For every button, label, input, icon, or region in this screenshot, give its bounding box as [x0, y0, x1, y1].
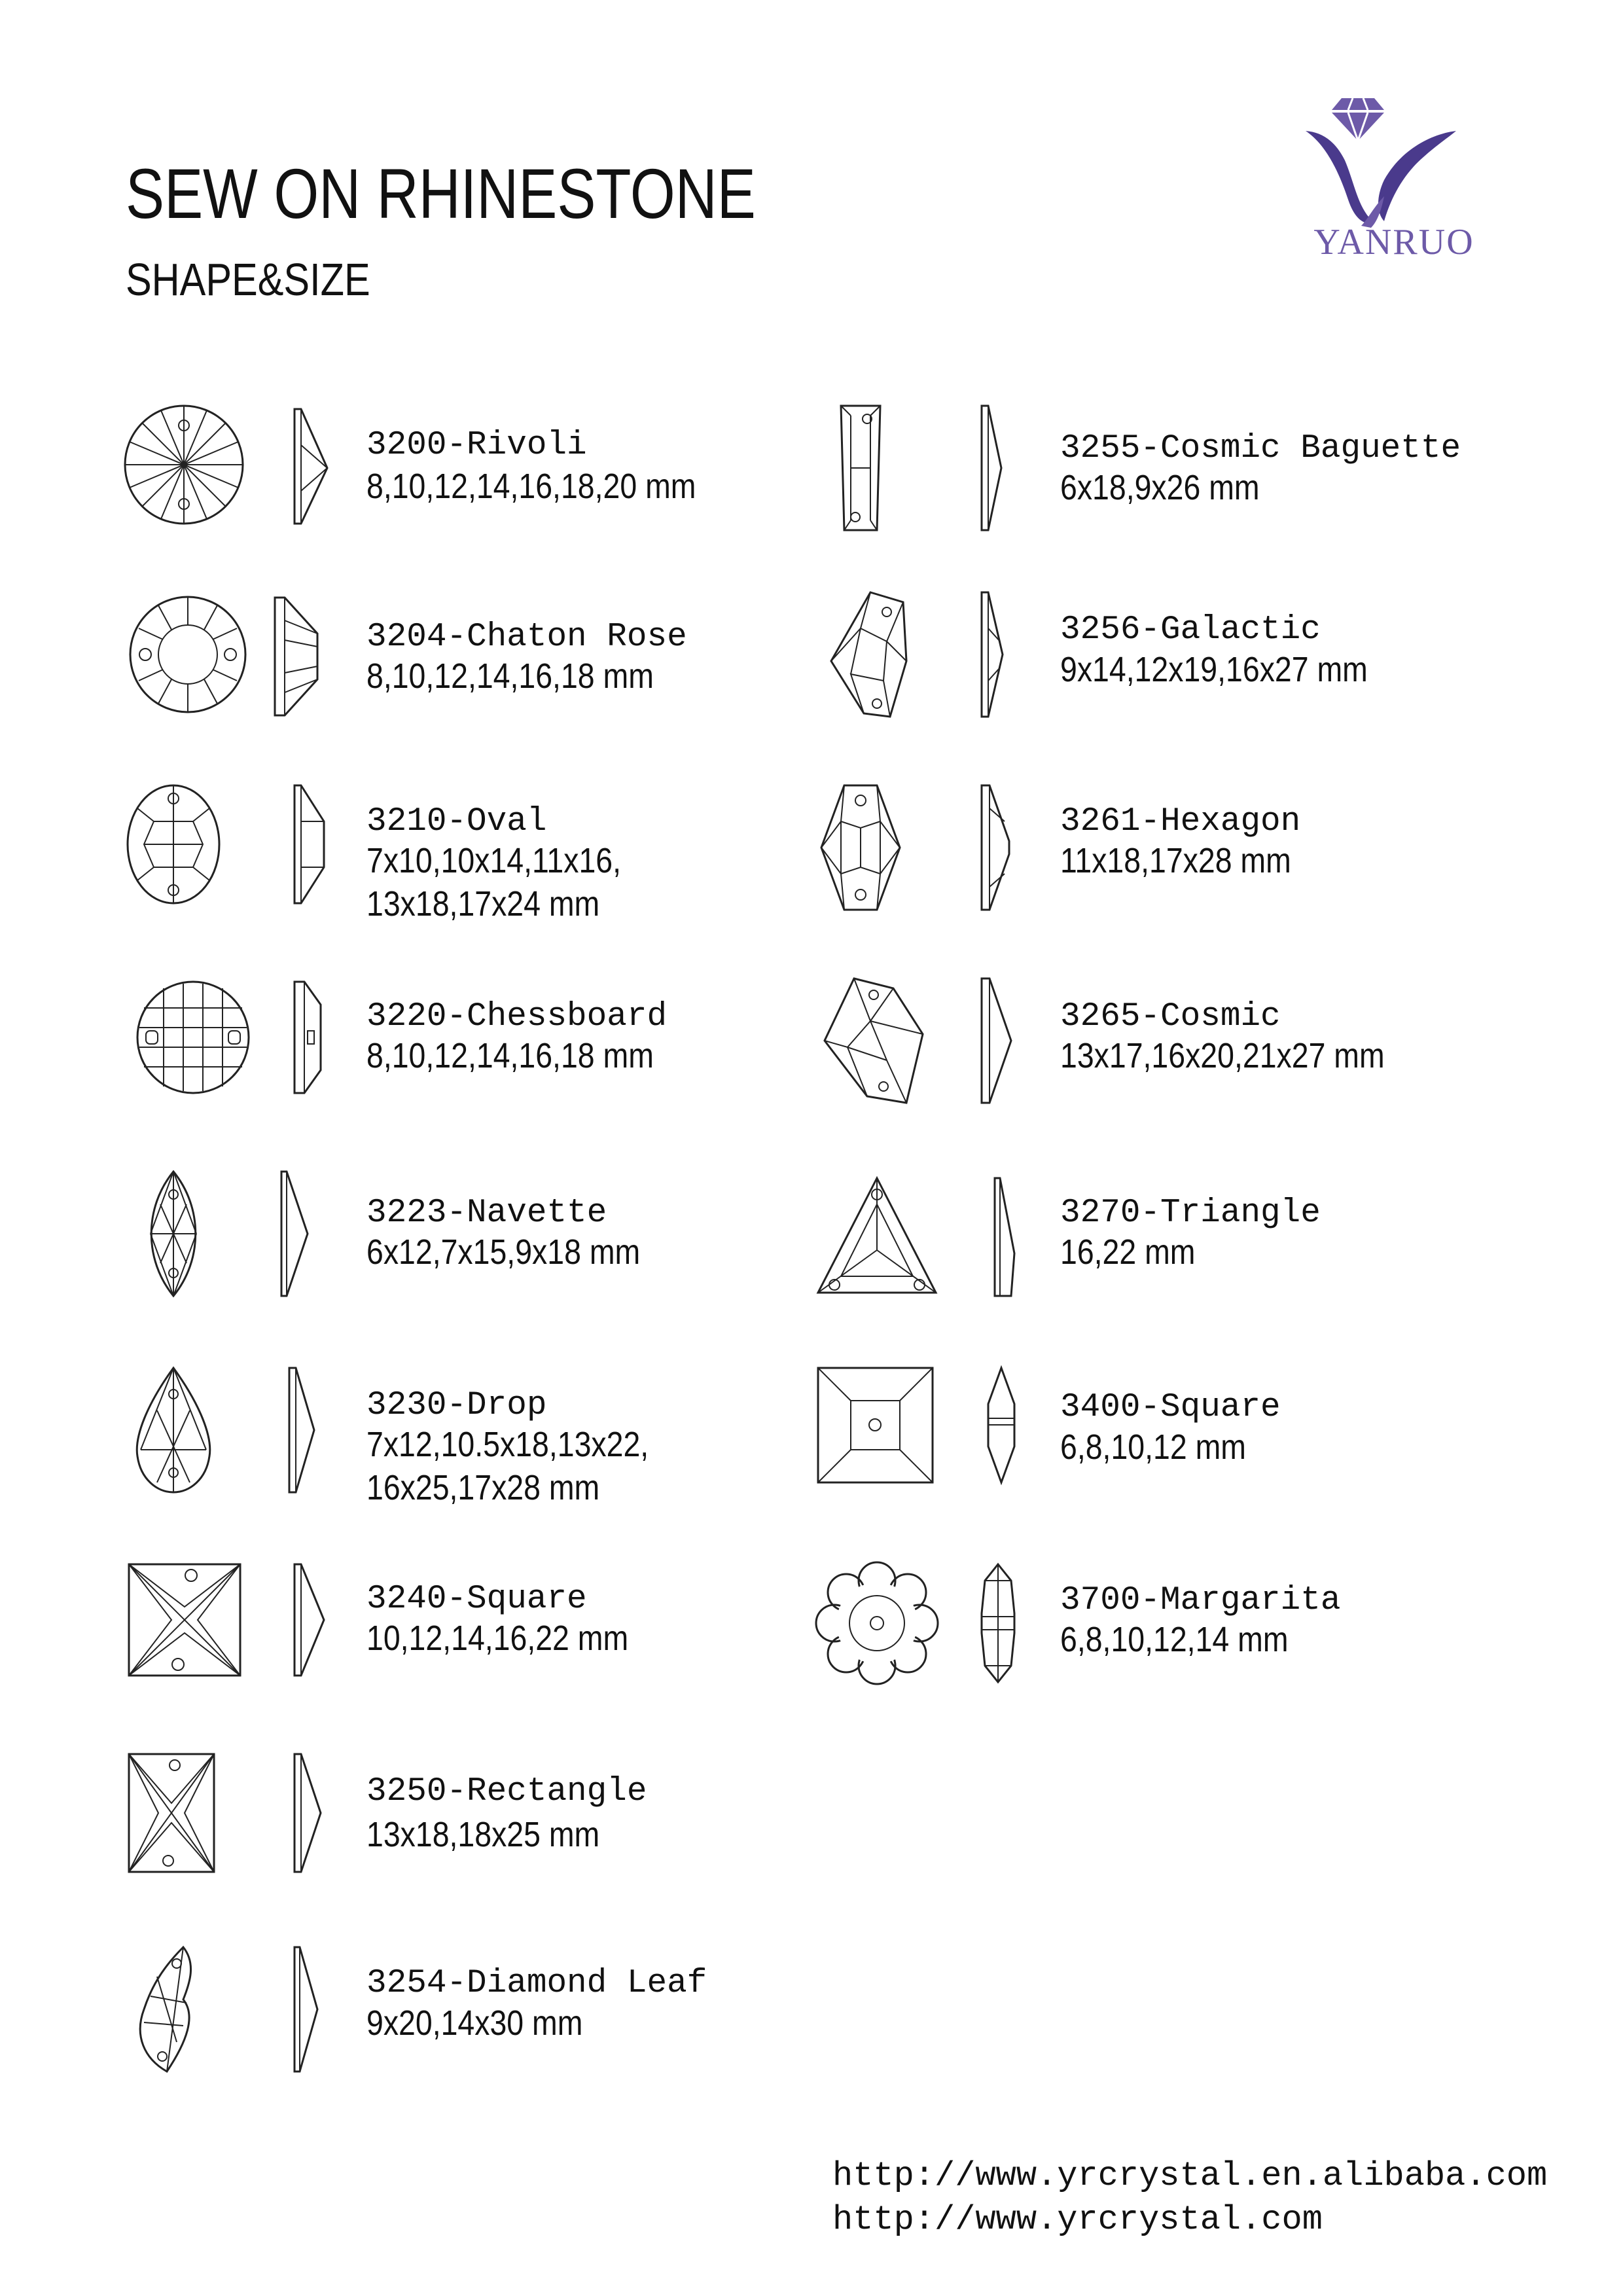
- oval-icon: [124, 782, 223, 906]
- hexagon-icon: [818, 782, 903, 913]
- product-code: 3256-Galactic: [1060, 611, 1321, 649]
- galactic-icon: [825, 589, 910, 720]
- margarita-icon: [815, 1561, 939, 1685]
- footer-url-site[interactable]: http://www.yrcrystal.com: [832, 2200, 1323, 2239]
- oval-side-icon: [288, 782, 334, 906]
- product-code: 3261-Hexagon: [1060, 803, 1301, 840]
- margarita-side-icon: [975, 1561, 1021, 1685]
- cosmic-side-icon: [975, 975, 1021, 1106]
- product-code: 3250-Rectangle: [366, 1773, 647, 1810]
- product-sizes: 11x18,17x28 mm: [1060, 841, 1291, 880]
- diamond-leaf-icon: [131, 1944, 203, 2075]
- triangle-side-icon: [988, 1175, 1027, 1299]
- rivoli-icon: [122, 403, 246, 527]
- product-code: 3255-Cosmic Baguette: [1060, 430, 1461, 467]
- product-sizes: 9x20,14x30 mm: [366, 2003, 583, 2043]
- product-code: 3270-Triangle: [1060, 1194, 1321, 1232]
- product-sizes: 8,10,12,14,16,18,20 mm: [366, 467, 696, 506]
- product-sizes: 16,22 mm: [1060, 1232, 1196, 1272]
- cosmic-icon: [821, 975, 926, 1106]
- triangle-icon: [815, 1175, 939, 1299]
- product-sizes: 9x14,12x19,16x27 mm: [1060, 650, 1368, 689]
- product-sizes: 13x17,16x20,21x27 mm: [1060, 1036, 1385, 1075]
- square-pyramid-icon: [815, 1365, 936, 1486]
- product-sizes: 13x18,18x25 mm: [366, 1815, 600, 1854]
- cosmic-baguette-icon: [834, 403, 887, 533]
- product-code: 3265-Cosmic: [1060, 998, 1281, 1035]
- chaton-rose-side-icon: [268, 594, 327, 719]
- rectangle-side-icon: [288, 1751, 334, 1875]
- product-sizes: 8,10,12,14,16,18 mm: [366, 656, 654, 696]
- product-code: 3254-Diamond Leaf: [366, 1965, 707, 2002]
- square-icon: [126, 1561, 243, 1679]
- product-code: 3220-Chessboard: [366, 998, 668, 1035]
- product-sizes: 6x18,9x26 mm: [1060, 468, 1260, 507]
- product-sizes: 6,8,10,12,14 mm: [1060, 1620, 1289, 1659]
- product-sizes: 6x12,7x15,9x18 mm: [366, 1232, 641, 1272]
- rivoli-side-icon: [288, 406, 334, 527]
- product-code: 3230-Drop: [366, 1387, 547, 1424]
- product-sizes: 8,10,12,14,16,18 mm: [366, 1036, 654, 1075]
- product-sizes: 7x12,10.5x18,13x22, 16x25,17x28 mm: [366, 1425, 649, 1507]
- product-code: 3400-Square: [1060, 1389, 1281, 1426]
- product-sizes: 7x10,10x14,11x16, 13x18,17x24 mm: [366, 841, 622, 924]
- square-side-icon: [288, 1561, 334, 1679]
- square-pyramid-side-icon: [982, 1365, 1021, 1486]
- chessboard-icon: [134, 978, 252, 1096]
- drop-side-icon: [281, 1365, 327, 1496]
- navette-icon: [137, 1168, 209, 1299]
- hexagon-side-icon: [975, 782, 1021, 913]
- logo-wordmark: YANRUO: [1313, 222, 1474, 262]
- footer-url-alibaba[interactable]: http://www.yrcrystal.en.alibaba.com: [832, 2157, 1548, 2195]
- diamond-leaf-side-icon: [288, 1944, 334, 2075]
- product-code: 3240-Square: [366, 1581, 587, 1618]
- page-subtitle: SHAPE&SIZE: [126, 254, 370, 305]
- product-code: 3210-Oval: [366, 803, 547, 840]
- product-code: 3204-Chaton Rose: [366, 619, 687, 656]
- cosmic-baguette-side-icon: [975, 403, 1014, 533]
- product-sizes: 10,12,14,16,22 mm: [366, 1619, 629, 1658]
- product-sizes: 6,8,10,12 mm: [1060, 1427, 1246, 1467]
- product-code: 3700-Margarita: [1060, 1582, 1341, 1619]
- page-title: SEW ON RHINESTONE: [126, 154, 756, 233]
- drop-icon: [131, 1365, 216, 1496]
- navette-side-icon: [275, 1168, 321, 1299]
- rectangle-icon: [126, 1751, 217, 1875]
- product-code: 3200-Rivoli: [366, 427, 587, 464]
- product-code: 3223-Navette: [366, 1194, 607, 1232]
- chessboard-side-icon: [288, 978, 334, 1096]
- chaton-rose-icon: [126, 592, 250, 717]
- galactic-side-icon: [975, 589, 1014, 720]
